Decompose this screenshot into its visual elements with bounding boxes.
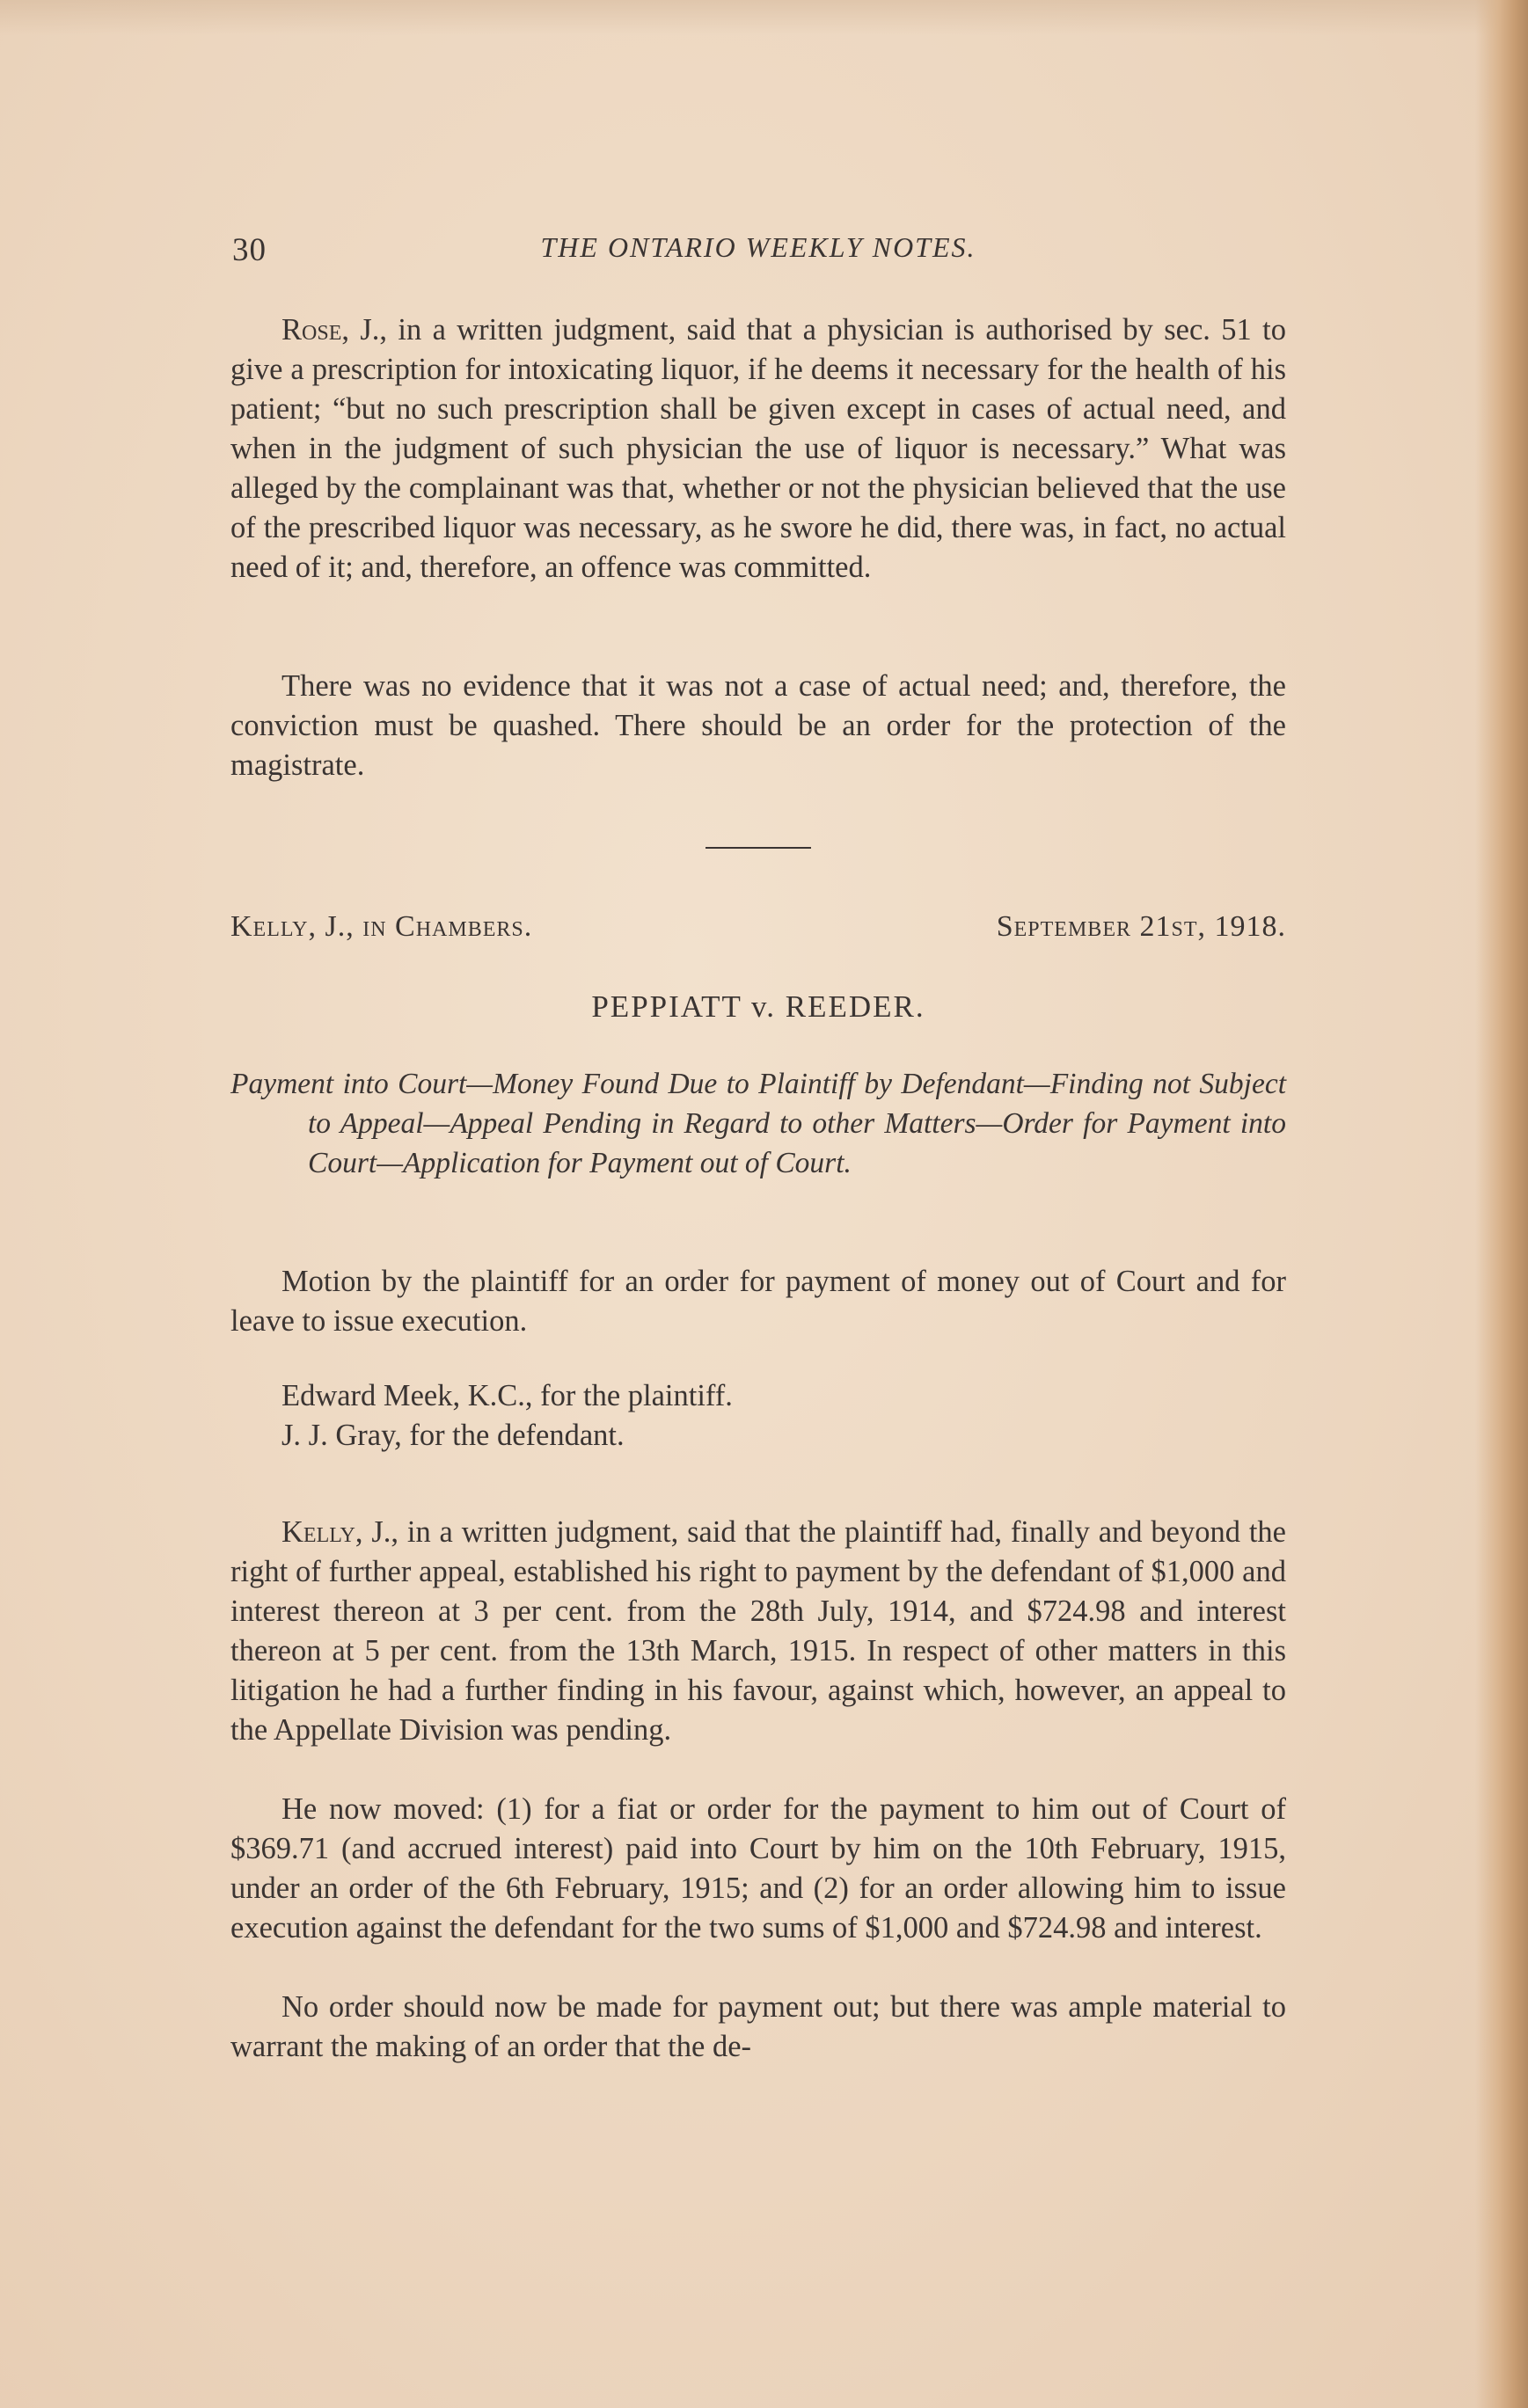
page-top-shadow (0, 0, 1528, 35)
headnote-text: Payment into Court—Money Found Due to Plaintiff by Defendant—Finding not Subject to Appeal—Appeal Pending in Regard to other Matters—Order for Payment into Court—Application for Payment out of Court. (230, 1068, 1286, 1179)
prior-conclusion-paragraph (230, 667, 1286, 785)
paragraph-text: There was no evidence that it was not a case of actual need; and, therefore, the conviction must be quashed. There should be an order for the protection of the magistrate. (230, 669, 1286, 782)
counsel-defendant: J. J. Gray, for the defendant. (281, 1419, 625, 1452)
order-paragraph (230, 1988, 1286, 2067)
case-date: September 21st, 1918. (996, 910, 1286, 943)
page-number: 30 (232, 232, 267, 268)
motion-details-paragraph (230, 1790, 1286, 1948)
headnote (230, 1064, 1286, 1183)
prior-judgment-paragraph (230, 310, 1286, 587)
paragraph-text: , J., in a written judgment, said that a physician is authorised by sec. 51 to give a prescription for intoxicating liquor, if he deems it necessary for the health of his patient; “but no such prescription shall be given except in cases of actual need, and when in the judgment of such physician the use of liquor is necessary.” What was alleged by the complainant was that, whether or not the physician believed that the use of the prescribed liquor was necessary, as he swore he did, there was, in fact, no actual need of it; and, therefore, an offence was committed. (230, 313, 1286, 584)
section-divider (706, 847, 811, 849)
case-caption-row (230, 910, 1286, 954)
running-title: THE ONTARIO WEEKLY NOTES. (540, 231, 976, 263)
judge-name: Rose (281, 313, 342, 347)
counsel-plaintiff: Edward Meek, K.C., for the plaintiff. (281, 1379, 733, 1412)
motion-paragraph (230, 1262, 1286, 1341)
paragraph-text: No order should now be made for payment out; but there was ample material to warrant the making of an order that the de- (230, 1990, 1286, 2063)
paragraph-text: He now moved: (1) for a fiat or order for the payment to him out of Court of $369.71 (and accrued interest) paid into Court by him on the 10th February, 1915, under an order of the 6th February, 1915; and (2) for an order allowing him to issue execution against the defendant for the two sums of $1,000 and $724.98 and interest. (230, 1792, 1286, 1945)
judge-name: Kelly (281, 1515, 355, 1549)
page-binding-edge (1475, 0, 1528, 2408)
judgment-paragraph (230, 1513, 1286, 1750)
paragraph-text: , J., in a written judgment, said that the plaintiff had, finally and beyond the right of further appeal, established his right to payment by the defendant of $1,000 and interest thereon at 3 per cent. from the 28th July, 1914, and $724.98 and interest thereon at 5 per cent. from the 13th March, 1915. In respect of other matters in this litigation he had a further finding in his favour, against which, however, an appeal to the Appellate Division was pending. (230, 1515, 1286, 1747)
case-title: PEPPIATT v. REEDER. (591, 989, 925, 1024)
court-chambers: Kelly, J., in Chambers. (230, 910, 533, 943)
paragraph-text: Motion by the plaintiff for an order for payment of money out of Court and for leave to issue execution. (230, 1265, 1286, 1338)
running-head (230, 224, 1286, 268)
